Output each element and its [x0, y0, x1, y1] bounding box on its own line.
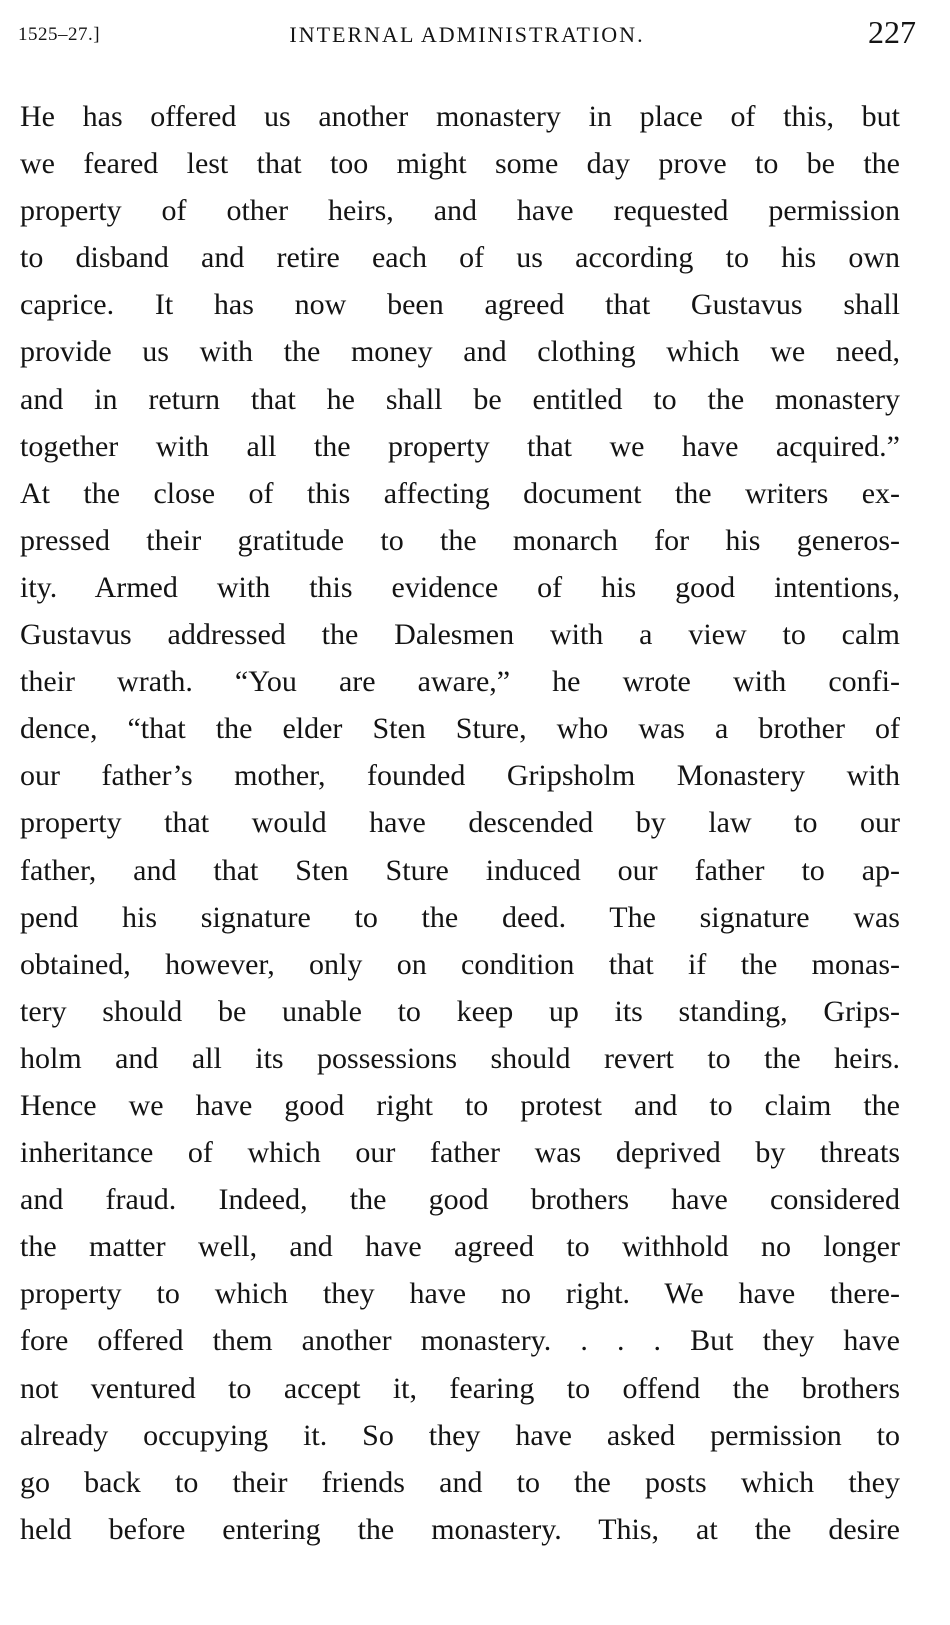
text-line: pend his signature to the deed. The signature was [20, 900, 900, 934]
text-line: tery should be unable to keep up its standing, Grips- [20, 994, 900, 1028]
page-number: 227 [868, 14, 916, 50]
text-line: together with all the property that we have acquired.” [20, 429, 900, 463]
text-line: caprice. It has now been agreed that Gustavus shall [20, 288, 900, 322]
text-line: Hence we have good right to protest and to claim the [20, 1088, 900, 1122]
text-line: provide us with the money and clothing which we need, [20, 335, 900, 369]
text-line: go back to their friends and to the posts which they [20, 1465, 900, 1499]
text-line: their wrath. “You are aware,” he wrote with confi- [20, 665, 900, 699]
text-line: At the close of this affecting document the writers ex- [20, 476, 900, 510]
text-line: held before entering the monastery. This, at the desire [20, 1512, 900, 1546]
text-line: pressed their gratitude to the monarch for his generos- [20, 523, 900, 557]
running-head-title: INTERNAL ADMINISTRATION. [289, 22, 645, 47]
text-line: property to which they have no right. We have there- [20, 1277, 900, 1311]
text-line: obtained, however, only on condition that if the monas- [20, 947, 900, 981]
text-line: property that would have descended by law to our [20, 806, 900, 840]
text-line: already occupying it. So they have asked permission to [20, 1418, 900, 1452]
text-line: dence, “that the elder Sten Sture, who was a brother of [20, 712, 900, 746]
text-line: not ventured to accept it, fearing to offend the brothers [20, 1371, 900, 1405]
running-head-years: 1525–27.] [18, 24, 101, 45]
text-line: property of other heirs, and have requested permission [20, 194, 900, 228]
text-line: and fraud. Indeed, the good brothers have considered [20, 1183, 900, 1217]
text-line: fore offered them another monastery. . . . But they have [20, 1324, 900, 1358]
text-line: Gustavus addressed the Dalesmen with a view to calm [20, 618, 900, 652]
text-line: we feared lest that too might some day prove to be the [20, 147, 900, 181]
running-head [18, 14, 916, 54]
text-line: our father’s mother, founded Gripsholm Monastery with [20, 759, 900, 793]
text-line: holm and all its possessions should revert to the heirs. [20, 1041, 900, 1075]
text-line: and in return that he shall be entitled to the monastery [20, 382, 900, 416]
text-line: He has offered us another monastery in place of this, but [20, 100, 900, 133]
text-line: father, and that Sten Sture induced our father to ap- [20, 853, 900, 887]
text-line: ity. Armed with this evidence of his good intentions, [20, 570, 900, 604]
body-text [20, 93, 900, 1553]
text-line: to disband and retire each of us according to his own [20, 241, 900, 275]
text-line: inheritance of which our father was deprived by threats [20, 1136, 900, 1170]
text-line: the matter well, and have agreed to withhold no longer [20, 1230, 900, 1264]
